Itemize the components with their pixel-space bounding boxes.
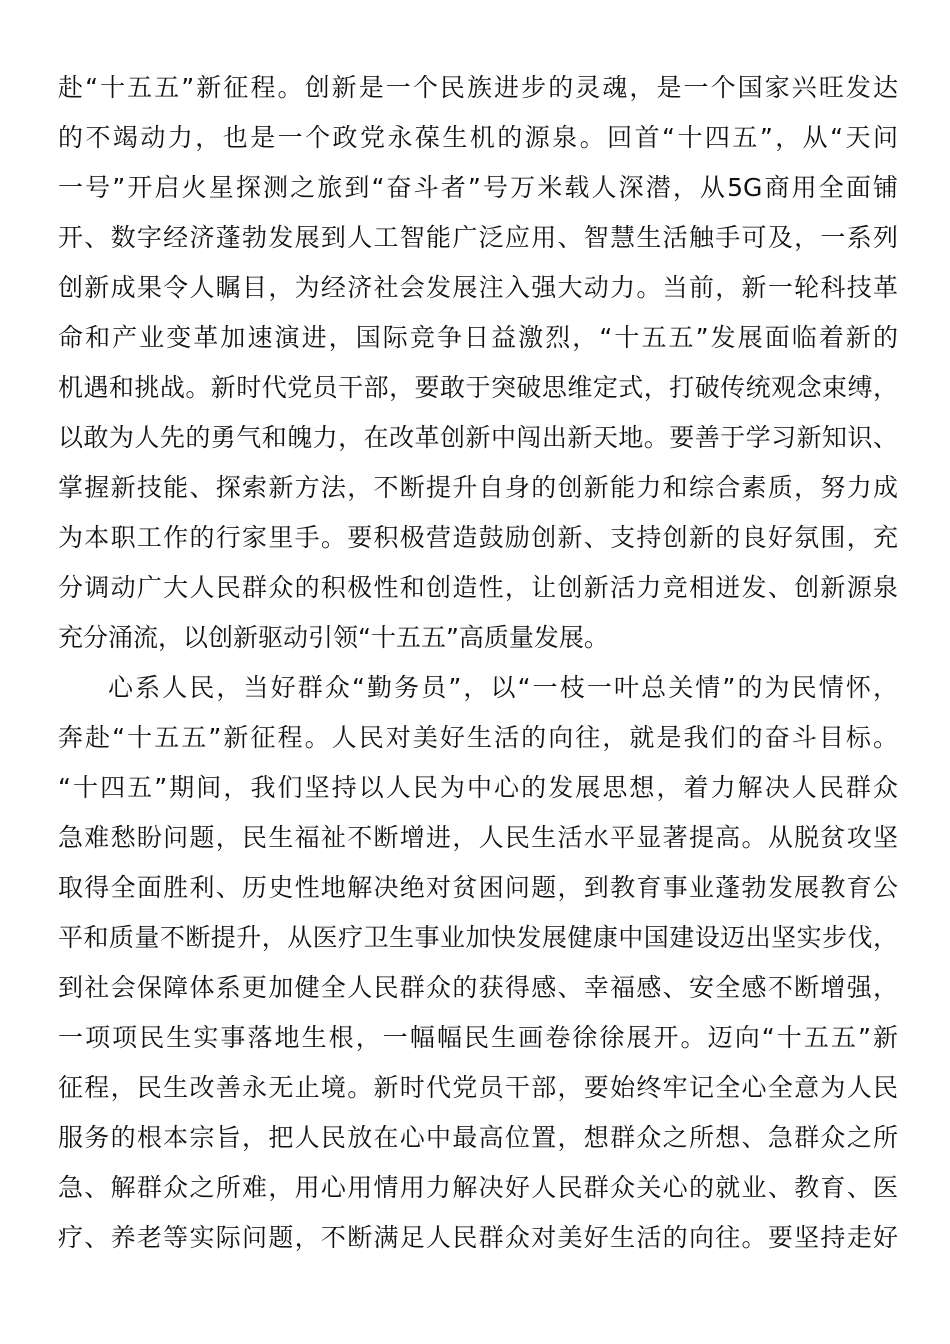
text-line: 为本职工作的行家里手。要积极营造鼓励创新、支持创新的良好氛围，充	[58, 523, 898, 552]
text-line: 急、解群众之所难，用心用情用力解决好人民群众关心的就业、教育、医	[58, 1173, 898, 1202]
text-line: 疗、养老等实际问题，不断满足人民群众对美好生活的向往。要坚持走好	[58, 1223, 898, 1252]
text-line: 心系人民，当好群众“勤务员”，以“一枝一叶总关情”的为民情怀，	[108, 673, 898, 702]
text-line: 到社会保障体系更加健全人民群众的获得感、幸福感、安全感不断增强，	[58, 973, 898, 1002]
text-line: 开、数字经济蓬勃发展到人工智能广泛应用、智慧生活触手可及，一系列	[58, 223, 898, 252]
text-line: 平和质量不断提升，从医疗卫生事业加快发展健康中国建设迈出坚实步伐，	[58, 923, 898, 952]
text-line: 充分涌流，以创新驱动引领“十五五”高质量发展。	[58, 623, 609, 652]
text-line: 急难愁盼问题，民生福祉不断增进，人民生活水平显著提高。从脱贫攻坚	[58, 823, 898, 852]
text-line: 一项项民生实事落地生根，一幅幅民生画卷徐徐展开。迈向“十五五”新	[58, 1023, 898, 1052]
text-line: 奔赴“十五五”新征程。人民对美好生活的向往，就是我们的奋斗目标。	[58, 723, 898, 752]
text-line: 以敢为人先的勇气和魄力，在改革创新中闯出新天地。要善于学习新知识、	[58, 423, 898, 452]
text-line: 取得全面胜利、历史性地解决绝对贫困问题，到教育事业蓬勃发展教育公	[58, 873, 898, 902]
text-line: 命和产业变革加速演进，国际竞争日益激烈，“十五五”发展面临着新的	[58, 323, 898, 352]
text-line: 服务的根本宗旨，把人民放在心中最高位置，想群众之所想、急群众之所	[58, 1123, 898, 1152]
text-line: 分调动广大人民群众的积极性和创造性，让创新活力竞相迸发、创新源泉	[58, 573, 898, 602]
text-line: 赴“十五五”新征程。创新是一个民族进步的灵魂，是一个国家兴旺发达	[58, 73, 898, 102]
text-line: “十四五”期间，我们坚持以人民为中心的发展思想，着力解决人民群众	[58, 773, 898, 802]
text-line: 征程，民生改善永无止境。新时代党员干部，要始终牢记全心全意为人民	[58, 1073, 898, 1102]
text-line: 的不竭动力，也是一个政党永葆生机的源泉。回首“十四五”，从“天问	[58, 123, 898, 152]
paragraph-innovation	[58, 63, 898, 663]
text-line: 一号”开启火星探测之旅到“奋斗者”号万米载人深潜，从5G商用全面铺	[58, 173, 898, 202]
text-line: 掌握新技能、探索新方法，不断提升自身的创新能力和综合素质，努力成	[58, 473, 898, 502]
text-line: 创新成果令人瞩目，为经济社会发展注入强大动力。当前，新一轮科技革	[58, 273, 898, 302]
text-line: 机遇和挑战。新时代党员干部，要敢于突破思维定式，打破传统观念束缚，	[58, 373, 898, 402]
paragraph-people	[58, 663, 898, 1263]
